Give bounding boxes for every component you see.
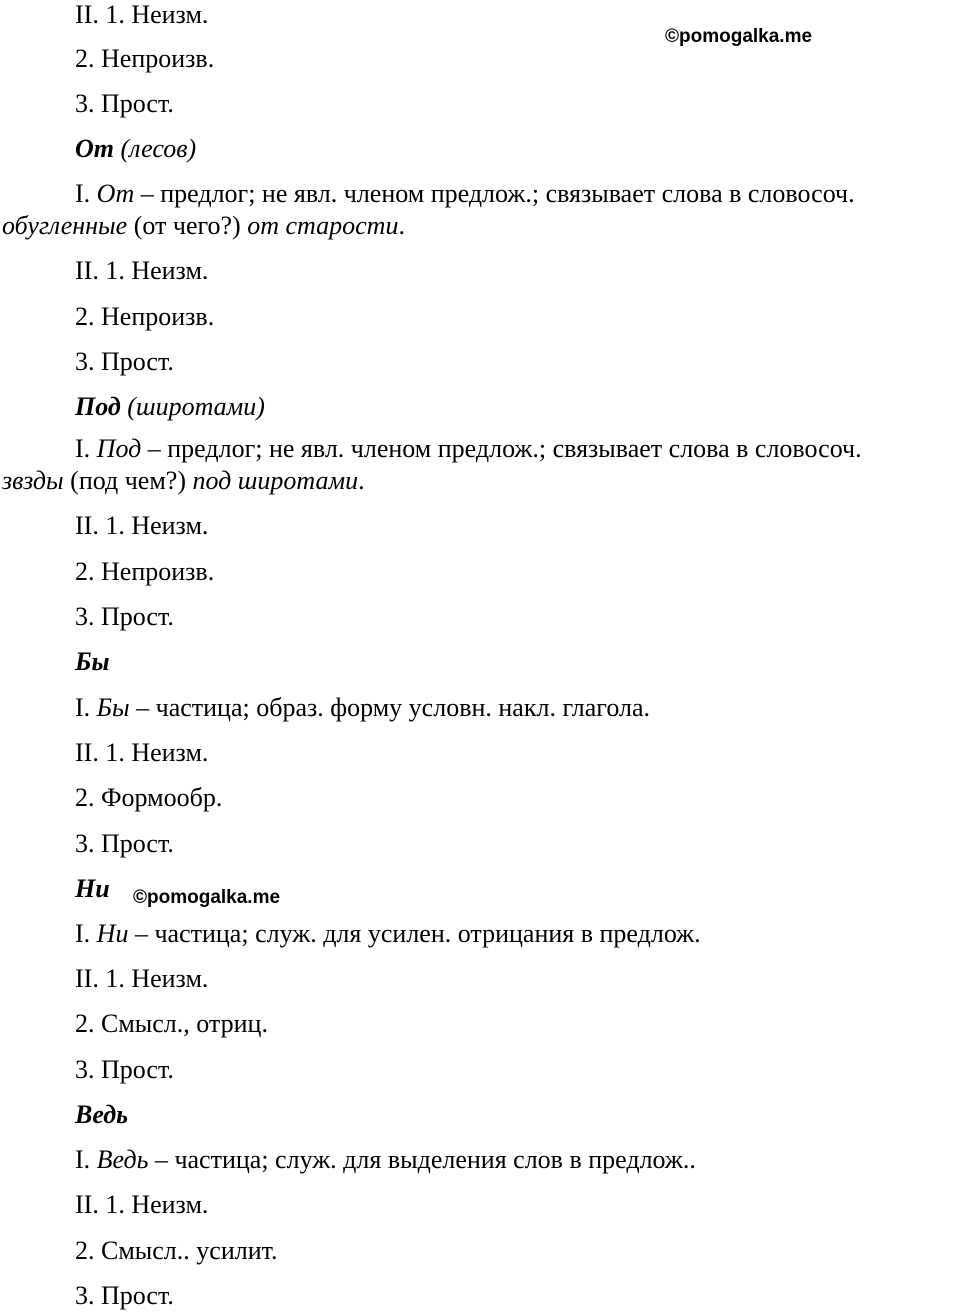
- analysis-line: 3. Прост.: [75, 829, 174, 858]
- heading-word: Под: [75, 392, 121, 421]
- example-line: [2, 211, 405, 241]
- analysis-line: II. 1. Неизм.: [75, 738, 209, 767]
- section-heading-ved: [75, 1100, 128, 1130]
- analysis-line: 2. Смысл.. усилит.: [75, 1236, 278, 1265]
- analysis-line: II. 1. Неизм.: [75, 1190, 209, 1219]
- analysis-line: II. 1. Неизм.: [75, 0, 209, 29]
- example-line: [2, 466, 365, 496]
- numeral: I.: [75, 919, 97, 948]
- analysis-line: II. 1. Неизм.: [75, 256, 209, 285]
- example-question: (от чего?): [127, 211, 248, 240]
- example-period: .: [358, 466, 365, 495]
- definition-line: [75, 693, 650, 723]
- definition-line: [75, 1145, 696, 1175]
- term: Под: [96, 434, 142, 463]
- section-heading-ot: [75, 134, 196, 164]
- analysis-line: 2. Непроизв.: [75, 44, 215, 73]
- numeral: I.: [75, 434, 97, 463]
- definition-text: – частица; образ. форму условн. накл. глагола.: [129, 693, 650, 722]
- numeral: I.: [75, 693, 97, 722]
- numeral: I.: [75, 1145, 97, 1174]
- analysis-line: II. 1. Неизм.: [75, 511, 209, 540]
- definition-text: – предлог; не явл. членом предлож.; связывает слова в словосоч.: [134, 179, 855, 208]
- watermark: ©pomogalka.me: [133, 887, 281, 908]
- analysis-line: 3. Прост.: [75, 602, 174, 631]
- heading-word: От: [75, 134, 114, 163]
- analysis-line: 2. Смысл., отриц.: [75, 1009, 268, 1038]
- heading-word: Бы: [75, 647, 110, 676]
- heading-word: Ведь: [75, 1100, 129, 1129]
- term: От: [96, 179, 135, 208]
- term: Бы: [96, 693, 130, 722]
- watermark: ©pomogalka.me: [665, 26, 813, 47]
- definition-line: [75, 179, 855, 209]
- analysis-line: 3. Прост.: [75, 89, 174, 118]
- analysis-line: 2. Непроизв.: [75, 557, 215, 586]
- example-question: (под чем?): [63, 466, 193, 495]
- definition-line: [75, 919, 701, 949]
- heading-word: Ни: [75, 874, 110, 903]
- analysis-line: 3. Прост.: [75, 1055, 174, 1084]
- analysis-line: 3. Прост.: [75, 347, 174, 376]
- heading-context: (широтами): [127, 392, 265, 421]
- term: Ведь: [96, 1145, 149, 1174]
- section-heading-by: [75, 647, 110, 677]
- definition-text: – предлог; не явл. членом предлож.; связывает слова в словосоч.: [141, 434, 862, 463]
- analysis-line: II. 1. Неизм.: [75, 964, 209, 993]
- example-phrase: под широтами: [192, 466, 359, 495]
- example-period: .: [398, 211, 405, 240]
- section-heading-ni: [75, 874, 110, 904]
- example-word: обугленные: [2, 211, 128, 240]
- definition-text: – частица; служ. для выделения слов в предлож..: [148, 1145, 696, 1174]
- definition-text: – частица; служ. для усилен. отрицания в предлож.: [128, 919, 701, 948]
- definition-line: [75, 434, 862, 464]
- heading-context: (лесов): [120, 134, 197, 163]
- analysis-line: 2. Непроизв.: [75, 302, 215, 331]
- section-heading-pod: [75, 392, 265, 422]
- numeral: I.: [75, 179, 97, 208]
- term: Ни: [96, 919, 129, 948]
- example-phrase: от старости: [247, 211, 399, 240]
- example-word: звзды: [2, 466, 64, 495]
- analysis-line: 2. Формообр.: [75, 783, 223, 812]
- analysis-line: 3. Прост.: [75, 1281, 174, 1310]
